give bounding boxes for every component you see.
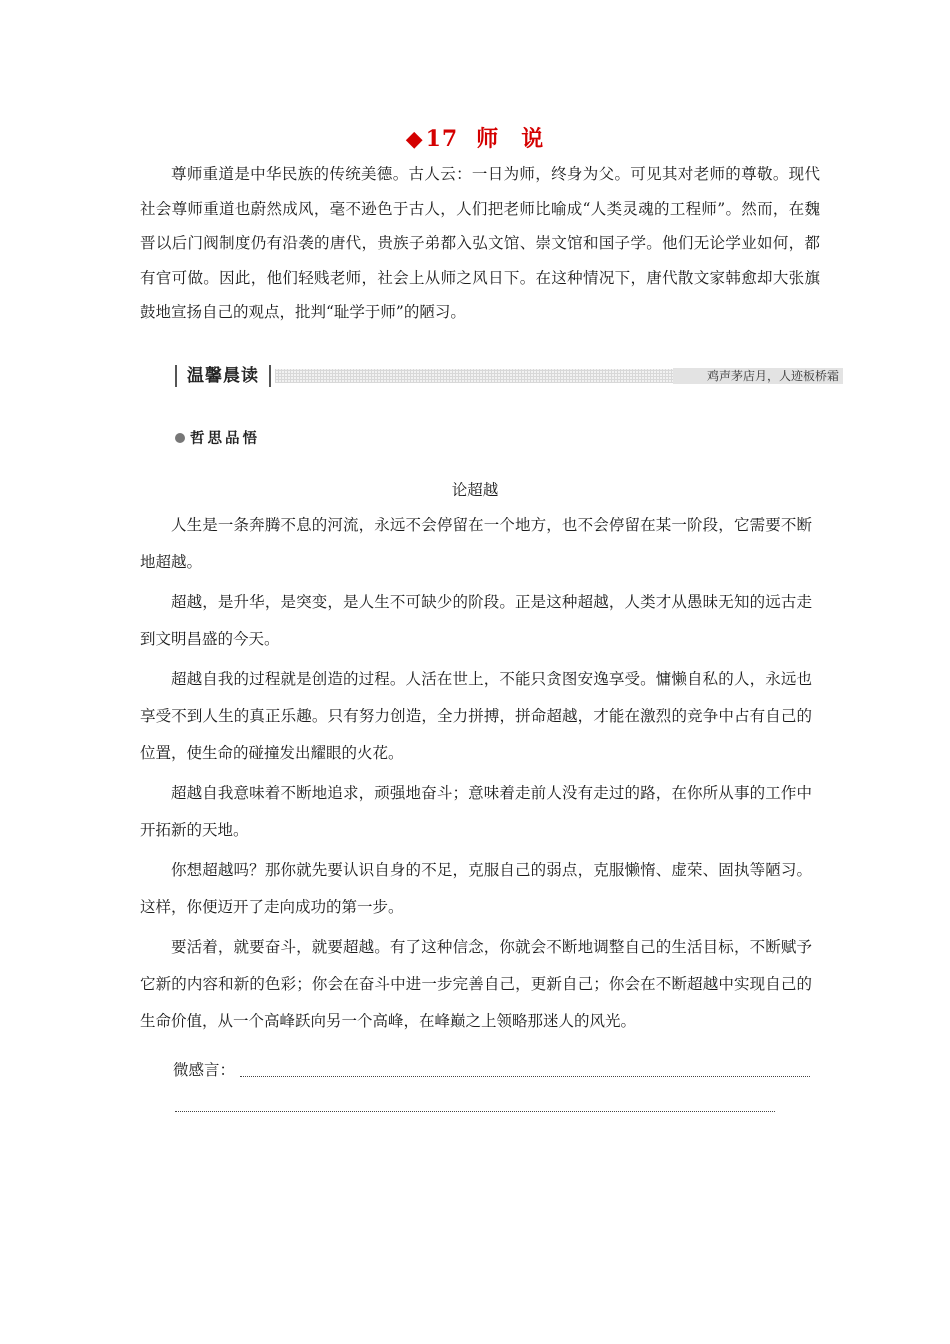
- banner-pattern-strip: [275, 369, 673, 383]
- essay-body: [140, 507, 812, 1043]
- section-heading: [175, 427, 260, 448]
- banner-label: 温馨晨读: [175, 365, 271, 387]
- essay-paragraph: 人生是一条奔腾不息的河流，永远不会停留在一个地方，也不会停留在某一阶段，它需要不断地超越。: [140, 516, 812, 571]
- bullet-icon: [175, 433, 185, 443]
- lesson-title-char2: 说: [521, 126, 545, 152]
- lesson-number: 17: [425, 126, 459, 152]
- essay-title: 论超越: [451, 481, 499, 499]
- essay-paragraph: 超越，是升华，是突变，是人生不可缺少的阶段。正是这种超越，人类才从愚昧无知的远古走到文明昌盛的今天。: [140, 593, 812, 648]
- essay-paragraph: 你想超越吗？那你就先要认识自身的不足，克服自己的弱点，克服懒惰、虚荣、固执等陋习。这样，你便迈开了走向成功的第一步。: [140, 861, 812, 916]
- section-heading-text: 哲思品悟: [190, 431, 260, 447]
- reflection-label: 微感言：: [173, 1061, 236, 1079]
- lesson-title-char1: 师: [476, 126, 500, 152]
- lesson-title: [0, 122, 950, 153]
- reflection-line-1[interactable]: [240, 1076, 810, 1077]
- intro-paragraph: 尊师重道是中华民族的传统美德。古人云：一日为师，终身为父。可见其对老师的尊敬。现代社会尊师重道也蔚然成风，毫不逊色于古人，人们把老师比喻成“人类灵魂的工程师”。然而，在魏晋以后门阀制度仍有沿袭的唐代，贵族子弟都入弘文馆、崇文馆和国子学。他们无论学业如何，都有官可做。因此，他们轻贱老师，社会上从师之风日下。在这种情况下，唐代散文家韩愈却大张旗鼓地宣扬自己的观点，批判“耻学于师”的陋习。: [140, 165, 820, 321]
- essay-paragraph: 要活着，就要奋斗，就要超越。有了这种信念，你就会不断地调整自己的生活目标，不断赋予它新的内容和新的色彩；你会在奋斗中进一步完善自己，更新自己；你会在不断超越中实现自己的生命价值，从一个高峰跃向另一个高峰，在峰巅之上领略那迷人的风光。: [140, 938, 812, 1030]
- diamond-icon: ◆: [405, 126, 424, 152]
- essay-paragraph: 超越自我的过程就是创造的过程。人活在世上，不能只贪图安逸享受。慵懒自私的人，永远也享受不到人生的真正乐趣。只有努力创造，全力拼搏，拼命超越，才能在激烈的竞争中占有自己的位置，使生命的碰撞发出耀眼的火花。: [140, 670, 812, 762]
- intro-section: [140, 157, 820, 330]
- morning-reading-banner: [175, 365, 843, 387]
- banner-motto: 鸡声茅店月，人迹板桥霜: [673, 368, 843, 384]
- essay-paragraph: 超越自我意味着不断地追求，顽强地奋斗；意味着走前人没有走过的路，在你所从事的工作中开拓新的天地。: [140, 784, 812, 839]
- reflection-line-2[interactable]: [175, 1111, 775, 1112]
